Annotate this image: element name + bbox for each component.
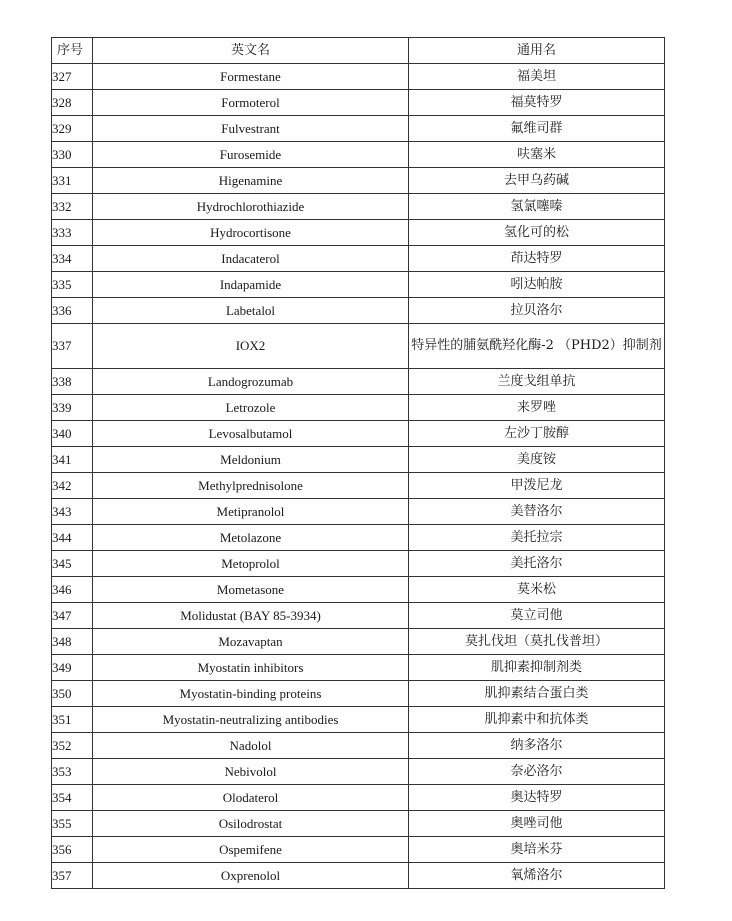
row-number: 340 bbox=[52, 421, 93, 447]
table-row bbox=[52, 707, 665, 733]
row-number: 339 bbox=[52, 395, 93, 421]
row-english-name: Ospemifene bbox=[93, 837, 409, 863]
table-row bbox=[52, 863, 665, 889]
row-number: 331 bbox=[52, 168, 93, 194]
row-english-name: Fulvestrant bbox=[93, 116, 409, 142]
row-common-name: 氟维司群 bbox=[409, 116, 665, 142]
row-english-name: Metipranolol bbox=[93, 499, 409, 525]
row-common-name: 去甲乌药碱 bbox=[409, 168, 665, 194]
row-english-name: Levosalbutamol bbox=[93, 421, 409, 447]
document-page bbox=[51, 37, 664, 889]
row-common-name: 茚达特罗 bbox=[409, 246, 665, 272]
row-common-name: 莫扎伐坦（莫扎伐普坦） bbox=[409, 629, 665, 655]
row-common-name: 莫米松 bbox=[409, 577, 665, 603]
table-row bbox=[52, 168, 665, 194]
row-common-name: 美托拉宗 bbox=[409, 525, 665, 551]
table-row bbox=[52, 473, 665, 499]
row-common-name: 肌抑素中和抗体类 bbox=[409, 707, 665, 733]
row-common-name: 肌抑素结合蛋白类 bbox=[409, 681, 665, 707]
row-english-name: Furosemide bbox=[93, 142, 409, 168]
row-common-name: 奥达特罗 bbox=[409, 785, 665, 811]
table-row bbox=[52, 220, 665, 246]
table-body bbox=[52, 64, 665, 889]
row-number: 332 bbox=[52, 194, 93, 220]
row-common-name: 福莫特罗 bbox=[409, 90, 665, 116]
row-number: 343 bbox=[52, 499, 93, 525]
row-english-name: Mometasone bbox=[93, 577, 409, 603]
row-number: 335 bbox=[52, 272, 93, 298]
row-common-name: 美度铵 bbox=[409, 447, 665, 473]
row-english-name: Formoterol bbox=[93, 90, 409, 116]
row-number: 355 bbox=[52, 811, 93, 837]
row-common-name: 兰度戈组单抗 bbox=[409, 369, 665, 395]
row-common-name: 甲泼尼龙 bbox=[409, 473, 665, 499]
row-number: 329 bbox=[52, 116, 93, 142]
table-row bbox=[52, 90, 665, 116]
row-number: 344 bbox=[52, 525, 93, 551]
row-number: 336 bbox=[52, 298, 93, 324]
table-row bbox=[52, 246, 665, 272]
table-row bbox=[52, 577, 665, 603]
row-english-name: Metoprolol bbox=[93, 551, 409, 577]
row-common-name: 来罗唑 bbox=[409, 395, 665, 421]
row-english-name: Methylprednisolone bbox=[93, 473, 409, 499]
row-english-name: Molidustat (BAY 85-3934) bbox=[93, 603, 409, 629]
row-common-name: 氢氯噻嗪 bbox=[409, 194, 665, 220]
table-row bbox=[52, 655, 665, 681]
table-row bbox=[52, 837, 665, 863]
row-english-name: Olodaterol bbox=[93, 785, 409, 811]
row-number: 353 bbox=[52, 759, 93, 785]
row-number: 338 bbox=[52, 369, 93, 395]
substance-table bbox=[51, 37, 665, 889]
row-english-name: Nebivolol bbox=[93, 759, 409, 785]
table-row bbox=[52, 194, 665, 220]
row-number: 345 bbox=[52, 551, 93, 577]
table-row bbox=[52, 324, 665, 369]
row-common-name: 奥培米芬 bbox=[409, 837, 665, 863]
table-row bbox=[52, 629, 665, 655]
row-common-name: 纳多洛尔 bbox=[409, 733, 665, 759]
row-english-name: Landogrozumab bbox=[93, 369, 409, 395]
table-row bbox=[52, 681, 665, 707]
row-common-name: 莫立司他 bbox=[409, 603, 665, 629]
row-number: 342 bbox=[52, 473, 93, 499]
row-english-name: Oxprenolol bbox=[93, 863, 409, 889]
row-number: 341 bbox=[52, 447, 93, 473]
row-number: 351 bbox=[52, 707, 93, 733]
row-number: 357 bbox=[52, 863, 93, 889]
row-english-name: IOX2 bbox=[93, 324, 409, 369]
row-number: 327 bbox=[52, 64, 93, 90]
header-common-name: 通用名 bbox=[409, 38, 665, 64]
row-common-name: 吲达帕胺 bbox=[409, 272, 665, 298]
table-row bbox=[52, 395, 665, 421]
row-common-name: 奥唑司他 bbox=[409, 811, 665, 837]
row-number: 349 bbox=[52, 655, 93, 681]
row-english-name: Formestane bbox=[93, 64, 409, 90]
row-english-name: Osilodrostat bbox=[93, 811, 409, 837]
table-row bbox=[52, 811, 665, 837]
table-row bbox=[52, 447, 665, 473]
row-common-name: 奈必洛尔 bbox=[409, 759, 665, 785]
row-number: 352 bbox=[52, 733, 93, 759]
header-number: 序号 bbox=[52, 38, 93, 64]
row-common-name: 左沙丁胺醇 bbox=[409, 421, 665, 447]
table-row bbox=[52, 298, 665, 324]
row-number: 337 bbox=[52, 324, 93, 369]
row-english-name: Nadolol bbox=[93, 733, 409, 759]
table-row bbox=[52, 759, 665, 785]
row-number: 330 bbox=[52, 142, 93, 168]
table-row bbox=[52, 64, 665, 90]
row-common-name: 福美坦 bbox=[409, 64, 665, 90]
table-row bbox=[52, 272, 665, 298]
row-number: 334 bbox=[52, 246, 93, 272]
row-number: 348 bbox=[52, 629, 93, 655]
table-row bbox=[52, 421, 665, 447]
row-english-name: Myostatin-neutralizing antibodies bbox=[93, 707, 409, 733]
row-common-name: 美托洛尔 bbox=[409, 551, 665, 577]
row-english-name: Hydrocortisone bbox=[93, 220, 409, 246]
header-row bbox=[52, 38, 665, 64]
row-number: 350 bbox=[52, 681, 93, 707]
row-common-name: 特异性的脯氨酰羟化酶-2 （PHD2）抑制剂 bbox=[409, 324, 665, 369]
row-common-name: 拉贝洛尔 bbox=[409, 298, 665, 324]
row-english-name: Myostatin inhibitors bbox=[93, 655, 409, 681]
row-number: 347 bbox=[52, 603, 93, 629]
table-row bbox=[52, 142, 665, 168]
row-common-name: 氢化可的松 bbox=[409, 220, 665, 246]
table-row bbox=[52, 551, 665, 577]
row-common-name: 氧烯洛尔 bbox=[409, 863, 665, 889]
row-number: 328 bbox=[52, 90, 93, 116]
table-header bbox=[52, 38, 665, 64]
table-row bbox=[52, 785, 665, 811]
row-english-name: Indacaterol bbox=[93, 246, 409, 272]
row-english-name: Higenamine bbox=[93, 168, 409, 194]
row-common-name: 美替洛尔 bbox=[409, 499, 665, 525]
row-number: 356 bbox=[52, 837, 93, 863]
row-common-name: 肌抑素抑制剂类 bbox=[409, 655, 665, 681]
row-english-name: Meldonium bbox=[93, 447, 409, 473]
row-english-name: Letrozole bbox=[93, 395, 409, 421]
row-english-name: Labetalol bbox=[93, 298, 409, 324]
row-english-name: Metolazone bbox=[93, 525, 409, 551]
table-row bbox=[52, 499, 665, 525]
table-row bbox=[52, 116, 665, 142]
header-english-name: 英文名 bbox=[93, 38, 409, 64]
row-english-name: Mozavaptan bbox=[93, 629, 409, 655]
table-row bbox=[52, 733, 665, 759]
row-english-name: Indapamide bbox=[93, 272, 409, 298]
row-english-name: Hydrochlorothiazide bbox=[93, 194, 409, 220]
row-common-name: 呋塞米 bbox=[409, 142, 665, 168]
table-row bbox=[52, 369, 665, 395]
row-english-name: Myostatin-binding proteins bbox=[93, 681, 409, 707]
row-number: 354 bbox=[52, 785, 93, 811]
row-number: 333 bbox=[52, 220, 93, 246]
table-row bbox=[52, 603, 665, 629]
table-row bbox=[52, 525, 665, 551]
row-number: 346 bbox=[52, 577, 93, 603]
